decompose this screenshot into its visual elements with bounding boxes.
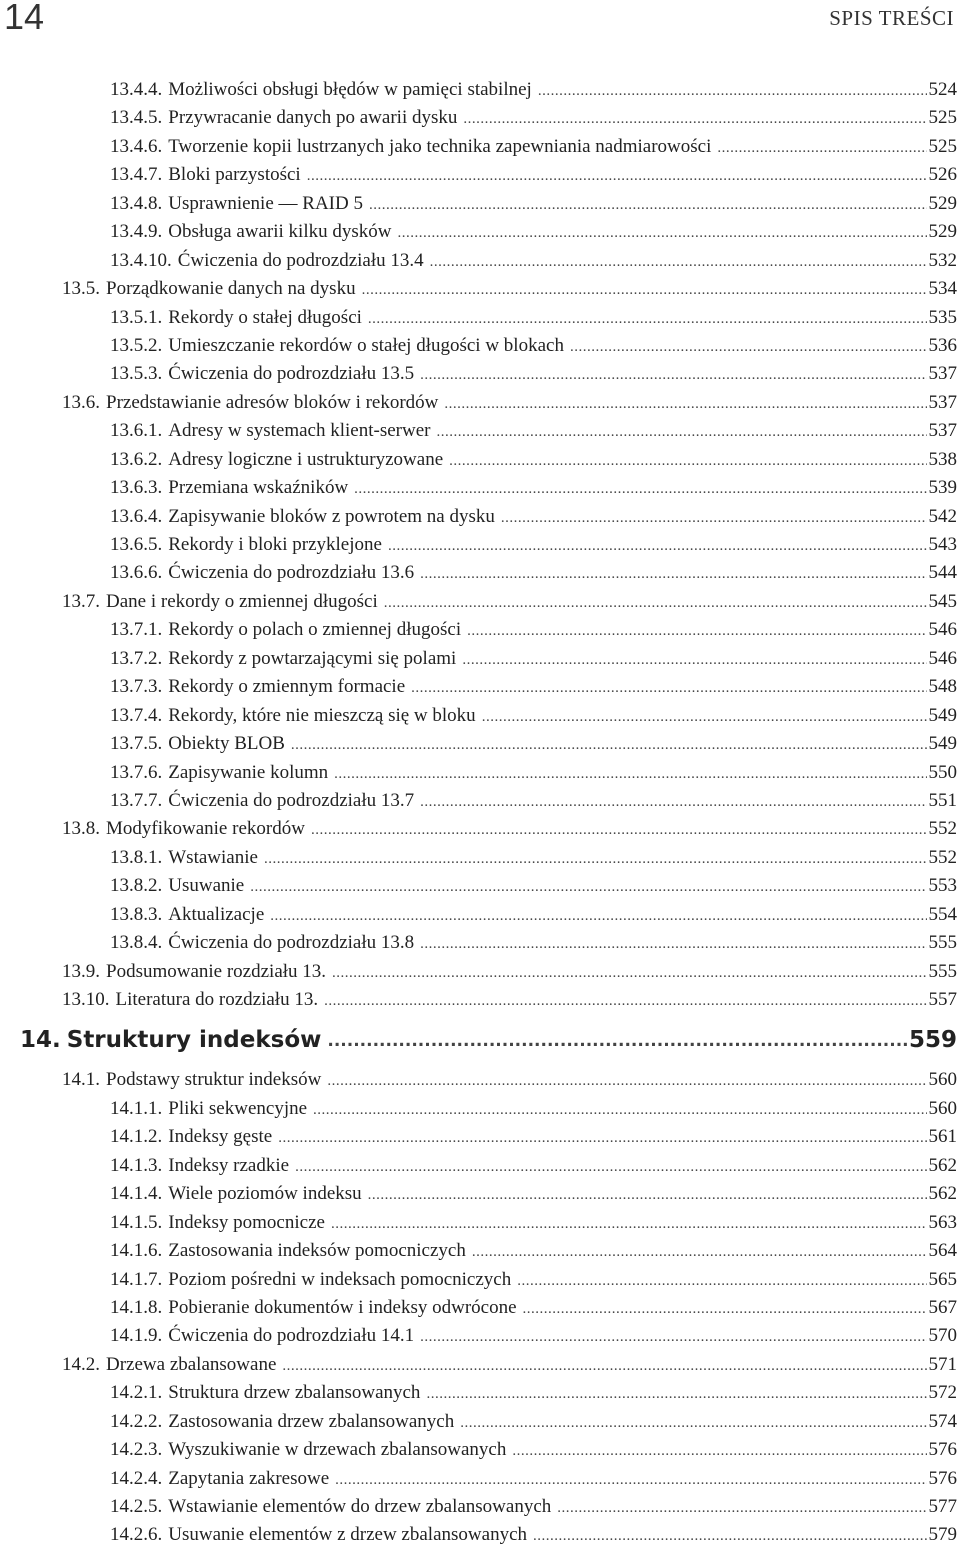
entry-number: 14.1.6. bbox=[110, 1240, 163, 1262]
subsection-entry[interactable] bbox=[0, 104, 960, 132]
dot-leader bbox=[523, 1294, 927, 1323]
entry-title: Zastosowania drzew zbalansowanych bbox=[168, 1410, 455, 1432]
entry-number: 14.2.3. bbox=[110, 1439, 163, 1461]
entry-title: Ćwiczenia do podrozdziału 13.8 bbox=[168, 932, 415, 954]
dot-leader bbox=[250, 872, 926, 901]
entry-page-number: 564 bbox=[928, 1240, 957, 1262]
chapter-entry[interactable] bbox=[0, 1014, 960, 1066]
subsection-entry[interactable] bbox=[0, 1379, 960, 1407]
entry-title: Modyfikowanie rekordów bbox=[106, 818, 305, 840]
entry-number: 13.6.1. bbox=[110, 420, 163, 442]
subsection-entry[interactable] bbox=[0, 531, 960, 559]
section-entry[interactable] bbox=[0, 815, 960, 843]
dot-leader bbox=[717, 133, 926, 162]
entry-title: Bloki parzystości bbox=[168, 164, 301, 186]
entry-title: Ćwiczenia do podrozdziału 13.5 bbox=[168, 363, 415, 385]
entry-title: Tworzenie kopii lustrzanych jako technika zapewniania nadmiarowości bbox=[168, 135, 712, 157]
entry-number: 13.5.1. bbox=[110, 306, 163, 328]
subsection-entry[interactable] bbox=[0, 872, 960, 900]
entry-title: Podstawy struktur indeksów bbox=[106, 1069, 322, 1091]
entry-title: Drzewa zbalansowane bbox=[106, 1353, 277, 1375]
subsection-entry[interactable] bbox=[0, 1294, 960, 1322]
section-entry[interactable] bbox=[0, 1066, 960, 1094]
entry-title: Zastosowania indeksów pomocniczych bbox=[168, 1240, 466, 1262]
entry-number: 13.4.5. bbox=[110, 107, 163, 129]
subsection-entry[interactable] bbox=[0, 844, 960, 872]
dot-leader bbox=[436, 417, 926, 446]
dot-leader bbox=[449, 446, 926, 475]
entry-title: Struktury indeksów bbox=[66, 1027, 322, 1054]
subsection-entry[interactable] bbox=[0, 645, 960, 673]
entry-page-number: 565 bbox=[928, 1268, 957, 1290]
entry-page-number: 537 bbox=[928, 391, 957, 413]
entry-number: 13.4.10. bbox=[110, 249, 172, 271]
dot-leader bbox=[557, 1493, 926, 1522]
entry-page-number: 525 bbox=[928, 135, 957, 157]
subsection-entry[interactable] bbox=[0, 1180, 960, 1208]
subsection-entry[interactable] bbox=[0, 1237, 960, 1265]
entry-title: Porządkowanie danych na dysku bbox=[106, 278, 356, 300]
section-entry[interactable] bbox=[0, 958, 960, 986]
subsection-entry[interactable] bbox=[0, 730, 960, 758]
entry-page-number: 529 bbox=[928, 221, 957, 243]
dot-leader bbox=[264, 844, 927, 873]
entry-title: Obiekty BLOB bbox=[168, 733, 285, 755]
dot-leader bbox=[270, 901, 926, 930]
subsection-entry[interactable] bbox=[0, 759, 960, 787]
subsection-entry[interactable] bbox=[0, 360, 960, 388]
subsection-entry[interactable] bbox=[0, 1152, 960, 1180]
subsection-entry[interactable] bbox=[0, 673, 960, 701]
entry-page-number: 576 bbox=[928, 1439, 957, 1461]
subsection-entry[interactable] bbox=[0, 1521, 960, 1549]
entry-page-number: 562 bbox=[928, 1154, 957, 1176]
dot-leader bbox=[291, 730, 927, 759]
section-entry[interactable] bbox=[0, 986, 960, 1014]
entry-page-number: 557 bbox=[928, 989, 957, 1010]
entry-title: Wiele poziomów indeksu bbox=[168, 1183, 362, 1205]
entry-page-number: 525 bbox=[928, 107, 957, 129]
subsection-entry[interactable] bbox=[0, 702, 960, 730]
subsection-entry[interactable] bbox=[0, 474, 960, 502]
entry-number: 13.9. bbox=[62, 960, 100, 982]
subsection-entry[interactable] bbox=[0, 76, 960, 104]
entry-page-number: 560 bbox=[928, 1069, 957, 1091]
dot-leader bbox=[463, 104, 926, 133]
entry-title: Rekordy z powtarzającymi się polami bbox=[168, 647, 457, 669]
subsection-entry[interactable] bbox=[0, 1322, 960, 1350]
subsection-entry[interactable] bbox=[0, 929, 960, 957]
subsection-entry[interactable] bbox=[0, 1209, 960, 1237]
dot-leader bbox=[462, 645, 926, 674]
entry-title: Możliwości obsługi błędów w pamięci stabilnej bbox=[168, 79, 532, 100]
page-number: 14 bbox=[4, 0, 45, 37]
subsection-entry[interactable] bbox=[0, 133, 960, 161]
entry-title: Ćwiczenia do podrozdziału 13.6 bbox=[168, 562, 415, 584]
dot-leader bbox=[334, 759, 926, 788]
dot-leader bbox=[482, 702, 927, 731]
entry-title: Pobieranie dokumentów i indeksy odwrócone bbox=[168, 1296, 517, 1318]
entry-number: 14.1.4. bbox=[110, 1183, 163, 1205]
entry-number: 13.8. bbox=[62, 818, 100, 840]
entry-page-number: 526 bbox=[928, 164, 957, 186]
entry-title: Rekordy o stałej długości bbox=[168, 306, 362, 328]
table-of-contents bbox=[0, 76, 960, 1550]
subsection-entry[interactable] bbox=[0, 247, 960, 275]
entry-page-number: 538 bbox=[928, 448, 957, 470]
subsection-entry[interactable] bbox=[0, 787, 960, 815]
entry-number: 14.1.8. bbox=[110, 1296, 163, 1318]
subsection-entry[interactable] bbox=[0, 1436, 960, 1464]
dot-leader bbox=[311, 815, 927, 844]
entry-page-number: 537 bbox=[928, 363, 957, 385]
entry-page-number: 542 bbox=[928, 505, 957, 527]
dot-leader bbox=[354, 474, 926, 503]
entry-number: 13.8.2. bbox=[110, 875, 163, 897]
subsection-entry[interactable] bbox=[0, 1266, 960, 1294]
dot-leader bbox=[467, 616, 926, 645]
subsection-entry[interactable] bbox=[0, 446, 960, 474]
entry-page-number: 561 bbox=[928, 1126, 957, 1148]
dot-leader bbox=[420, 1322, 926, 1351]
entry-page-number: 536 bbox=[928, 334, 957, 356]
section-entry[interactable] bbox=[0, 389, 960, 417]
entry-number: 14.1.5. bbox=[110, 1211, 163, 1233]
entry-number: 13.6.6. bbox=[110, 562, 163, 584]
entry-number: 14.1.1. bbox=[110, 1097, 163, 1119]
page-header bbox=[0, 0, 960, 40]
subsection-entry[interactable] bbox=[0, 332, 960, 360]
entry-number: 13.7. bbox=[62, 590, 100, 612]
entry-title: Aktualizacje bbox=[168, 903, 265, 925]
entry-number: 13.4.6. bbox=[110, 135, 163, 157]
entry-number: 13.5.3. bbox=[110, 363, 163, 385]
entry-page-number: 579 bbox=[928, 1524, 957, 1546]
entry-title: Usprawnienie — RAID 5 bbox=[168, 192, 363, 214]
subsection-entry[interactable] bbox=[0, 616, 960, 644]
dot-leader bbox=[420, 787, 926, 816]
entry-title: Przemiana wskaźników bbox=[168, 477, 349, 499]
entry-title: Rekordy o zmiennym formacie bbox=[168, 676, 406, 698]
dot-leader bbox=[420, 360, 926, 389]
entry-number: 13.4.4. bbox=[110, 79, 163, 100]
entry-number: 13.7.1. bbox=[110, 619, 163, 641]
entry-title: Przedstawianie adresów bloków i rekordów bbox=[106, 391, 439, 413]
entry-number: 13.8.3. bbox=[110, 903, 163, 925]
entry-title: Struktura drzew zbalansowanych bbox=[168, 1382, 421, 1404]
entry-title: Ćwiczenia do podrozdziału 13.7 bbox=[168, 789, 415, 811]
running-head: SPIS TREŚCI bbox=[829, 6, 954, 30]
entry-number: 13.4.8. bbox=[110, 192, 163, 214]
entry-page-number: 546 bbox=[928, 619, 957, 641]
entry-page-number: 549 bbox=[928, 704, 957, 726]
entry-title: Rekordy o polach o zmiennej długości bbox=[168, 619, 462, 641]
entry-number: 13.8.1. bbox=[110, 846, 163, 868]
entry-number: 13.7.7. bbox=[110, 789, 163, 811]
entry-page-number: 567 bbox=[928, 1296, 957, 1318]
entry-page-number: 570 bbox=[928, 1325, 957, 1347]
dot-leader bbox=[327, 1066, 926, 1095]
entry-page-number: 524 bbox=[928, 79, 957, 100]
entry-title: Adresy w systemach klient-serwer bbox=[168, 420, 431, 442]
subsection-entry[interactable] bbox=[0, 218, 960, 246]
entry-page-number: 563 bbox=[928, 1211, 957, 1233]
entry-page-number: 543 bbox=[928, 534, 957, 555]
dot-leader bbox=[538, 76, 927, 105]
section-entry[interactable] bbox=[0, 275, 960, 303]
section-entry[interactable] bbox=[0, 1351, 960, 1379]
entry-page-number: 553 bbox=[928, 875, 957, 897]
entry-title: Obsługa awarii kilku dysków bbox=[168, 221, 392, 243]
entry-number: 14.1.7. bbox=[110, 1268, 163, 1290]
entry-number: 13.6.5. bbox=[110, 534, 163, 555]
entry-number: 14.2.2. bbox=[110, 1410, 163, 1432]
dot-leader bbox=[368, 1180, 927, 1209]
entry-number: 14.2. bbox=[62, 1353, 100, 1375]
entry-page-number: 572 bbox=[928, 1382, 957, 1404]
subsection-entry[interactable] bbox=[0, 1408, 960, 1436]
dot-leader bbox=[460, 1408, 926, 1437]
entry-number: 13.6.2. bbox=[110, 448, 163, 470]
entry-title: Rekordy, które nie mieszczą się w bloku bbox=[168, 704, 476, 726]
entry-page-number: 555 bbox=[928, 932, 957, 954]
entry-title: Przywracanie danych po awarii dysku bbox=[168, 107, 458, 129]
entry-page-number: 577 bbox=[928, 1496, 957, 1517]
entry-page-number: 549 bbox=[928, 733, 957, 755]
dot-leader bbox=[430, 247, 927, 276]
entry-page-number: 562 bbox=[928, 1183, 957, 1205]
entry-number: 13.10. bbox=[62, 989, 110, 1010]
entry-number: 13.4.7. bbox=[110, 164, 163, 186]
dot-leader bbox=[307, 161, 927, 190]
entry-number: 13.7.3. bbox=[110, 676, 163, 698]
dot-leader bbox=[384, 588, 927, 617]
entry-title: Ćwiczenia do podrozdziału 13.4 bbox=[177, 249, 424, 271]
subsection-entry[interactable] bbox=[0, 559, 960, 587]
dot-leader bbox=[282, 1351, 926, 1380]
dot-leader bbox=[331, 1209, 927, 1238]
entry-page-number: 535 bbox=[928, 306, 957, 328]
entry-page-number: 576 bbox=[928, 1467, 957, 1489]
dot-leader bbox=[295, 1152, 926, 1181]
entry-number: 14.2.4. bbox=[110, 1467, 163, 1489]
entry-page-number: 554 bbox=[928, 903, 957, 925]
entry-number: 13.6. bbox=[62, 391, 100, 413]
entry-page-number: 534 bbox=[928, 278, 957, 300]
entry-title: Zapytania zakresowe bbox=[168, 1467, 330, 1489]
entry-number: 14.2.5. bbox=[110, 1496, 163, 1517]
entry-title: Podsumowanie rozdziału 13. bbox=[106, 960, 327, 982]
entry-page-number: 551 bbox=[928, 789, 957, 811]
entry-title: Usuwanie elementów z drzew zbalansowanych bbox=[168, 1524, 527, 1546]
dot-leader bbox=[472, 1237, 927, 1266]
entry-page-number: 550 bbox=[928, 761, 957, 783]
entry-number: 13.7.4. bbox=[110, 704, 163, 726]
entry-page-number: 571 bbox=[928, 1353, 957, 1375]
entry-title: Pliki sekwencyjne bbox=[168, 1097, 308, 1119]
dot-leader bbox=[533, 1521, 927, 1550]
entry-title: Ćwiczenia do podrozdziału 14.1 bbox=[168, 1325, 415, 1347]
dot-leader bbox=[501, 503, 927, 532]
dot-leader bbox=[411, 673, 926, 702]
subsection-entry[interactable] bbox=[0, 1123, 960, 1151]
entry-page-number: 552 bbox=[928, 846, 957, 868]
dot-leader bbox=[512, 1436, 926, 1465]
entry-page-number: 555 bbox=[928, 960, 957, 982]
entry-page-number: 529 bbox=[928, 192, 957, 214]
dot-leader bbox=[369, 190, 927, 219]
entry-page-number: 574 bbox=[928, 1410, 957, 1432]
subsection-entry[interactable] bbox=[0, 1465, 960, 1493]
entry-number: 13.4.9. bbox=[110, 221, 163, 243]
entry-page-number: 548 bbox=[928, 676, 957, 698]
entry-page-number: 560 bbox=[928, 1097, 957, 1119]
entry-number: 13.7.2. bbox=[110, 647, 163, 669]
entry-title: Adresy logiczne i ustrukturyzowane bbox=[168, 448, 444, 470]
entry-title: Indeksy pomocnicze bbox=[168, 1211, 325, 1233]
entry-page-number: 546 bbox=[928, 647, 957, 669]
dot-leader bbox=[517, 1266, 926, 1295]
entry-number: 14.1. bbox=[62, 1069, 100, 1091]
dot-leader bbox=[313, 1095, 926, 1124]
entry-number: 14.2.6. bbox=[110, 1524, 163, 1546]
entry-title: Indeksy rzadkie bbox=[168, 1154, 290, 1176]
entry-title: Rekordy i bloki przyklejone bbox=[168, 534, 382, 555]
dot-leader bbox=[278, 1123, 926, 1152]
subsection-entry[interactable] bbox=[0, 1095, 960, 1123]
entry-number: 13.6.4. bbox=[110, 505, 163, 527]
dot-leader bbox=[388, 531, 927, 560]
entry-title: Literatura do rozdziału 13. bbox=[115, 989, 319, 1010]
entry-title: Wstawianie elementów do drzew zbalansowanych bbox=[168, 1496, 552, 1517]
entry-title: Zapisywanie bloków z powrotem na dysku bbox=[168, 505, 495, 527]
subsection-entry[interactable] bbox=[0, 1493, 960, 1521]
subsection-entry[interactable] bbox=[0, 901, 960, 929]
subsection-entry[interactable] bbox=[0, 190, 960, 218]
dot-leader bbox=[335, 1465, 926, 1494]
entry-title: Wyszukiwanie w drzewach zbalansowanych bbox=[168, 1439, 507, 1461]
entry-number: 13.5.2. bbox=[110, 334, 163, 356]
subsection-entry[interactable] bbox=[0, 503, 960, 531]
dot-leader bbox=[426, 1379, 926, 1408]
dot-leader bbox=[420, 559, 926, 588]
entry-number: 13.5. bbox=[62, 278, 100, 300]
entry-number: 14.1.3. bbox=[110, 1154, 163, 1176]
entry-number: 13.7.5. bbox=[110, 733, 163, 755]
entry-title: Zapisywanie kolumn bbox=[168, 761, 329, 783]
dot-leader bbox=[324, 986, 926, 1015]
dot-leader bbox=[362, 275, 927, 304]
dot-leader bbox=[420, 929, 926, 958]
dot-leader bbox=[327, 1013, 907, 1067]
entry-number: 14.1.2. bbox=[110, 1126, 163, 1148]
entry-title: Indeksy gęste bbox=[168, 1126, 273, 1148]
entry-number: 13.7.6. bbox=[110, 761, 163, 783]
entry-page-number: 544 bbox=[928, 562, 957, 584]
entry-page-number: 537 bbox=[928, 420, 957, 442]
entry-page-number: 532 bbox=[928, 249, 957, 271]
entry-page-number: 552 bbox=[928, 818, 957, 840]
entry-number: 14.2.1. bbox=[110, 1382, 163, 1404]
entry-title: Umieszczanie rekordów o stałej długości w blokach bbox=[168, 334, 564, 356]
entry-number: 13.6.3. bbox=[110, 477, 163, 499]
dot-leader bbox=[332, 958, 926, 987]
dot-leader bbox=[444, 389, 926, 418]
entry-number: 14. bbox=[20, 1027, 61, 1054]
entry-title: Usuwanie bbox=[168, 875, 245, 897]
entry-page-number: 559 bbox=[908, 1027, 957, 1054]
section-entry[interactable] bbox=[0, 588, 960, 616]
dot-leader bbox=[570, 332, 927, 361]
entry-page-number: 545 bbox=[928, 590, 957, 612]
subsection-entry[interactable] bbox=[0, 417, 960, 445]
entry-title: Dane i rekordy o zmiennej długości bbox=[106, 590, 378, 612]
entry-number: 14.1.9. bbox=[110, 1325, 163, 1347]
entry-title: Poziom pośredni w indeksach pomocniczych bbox=[168, 1268, 512, 1290]
dot-leader bbox=[368, 304, 927, 333]
dot-leader bbox=[397, 218, 926, 247]
entry-title: Wstawianie bbox=[168, 846, 258, 868]
entry-number: 13.8.4. bbox=[110, 932, 163, 954]
subsection-entry[interactable] bbox=[0, 304, 960, 332]
entry-page-number: 539 bbox=[928, 477, 957, 499]
subsection-entry[interactable] bbox=[0, 161, 960, 189]
